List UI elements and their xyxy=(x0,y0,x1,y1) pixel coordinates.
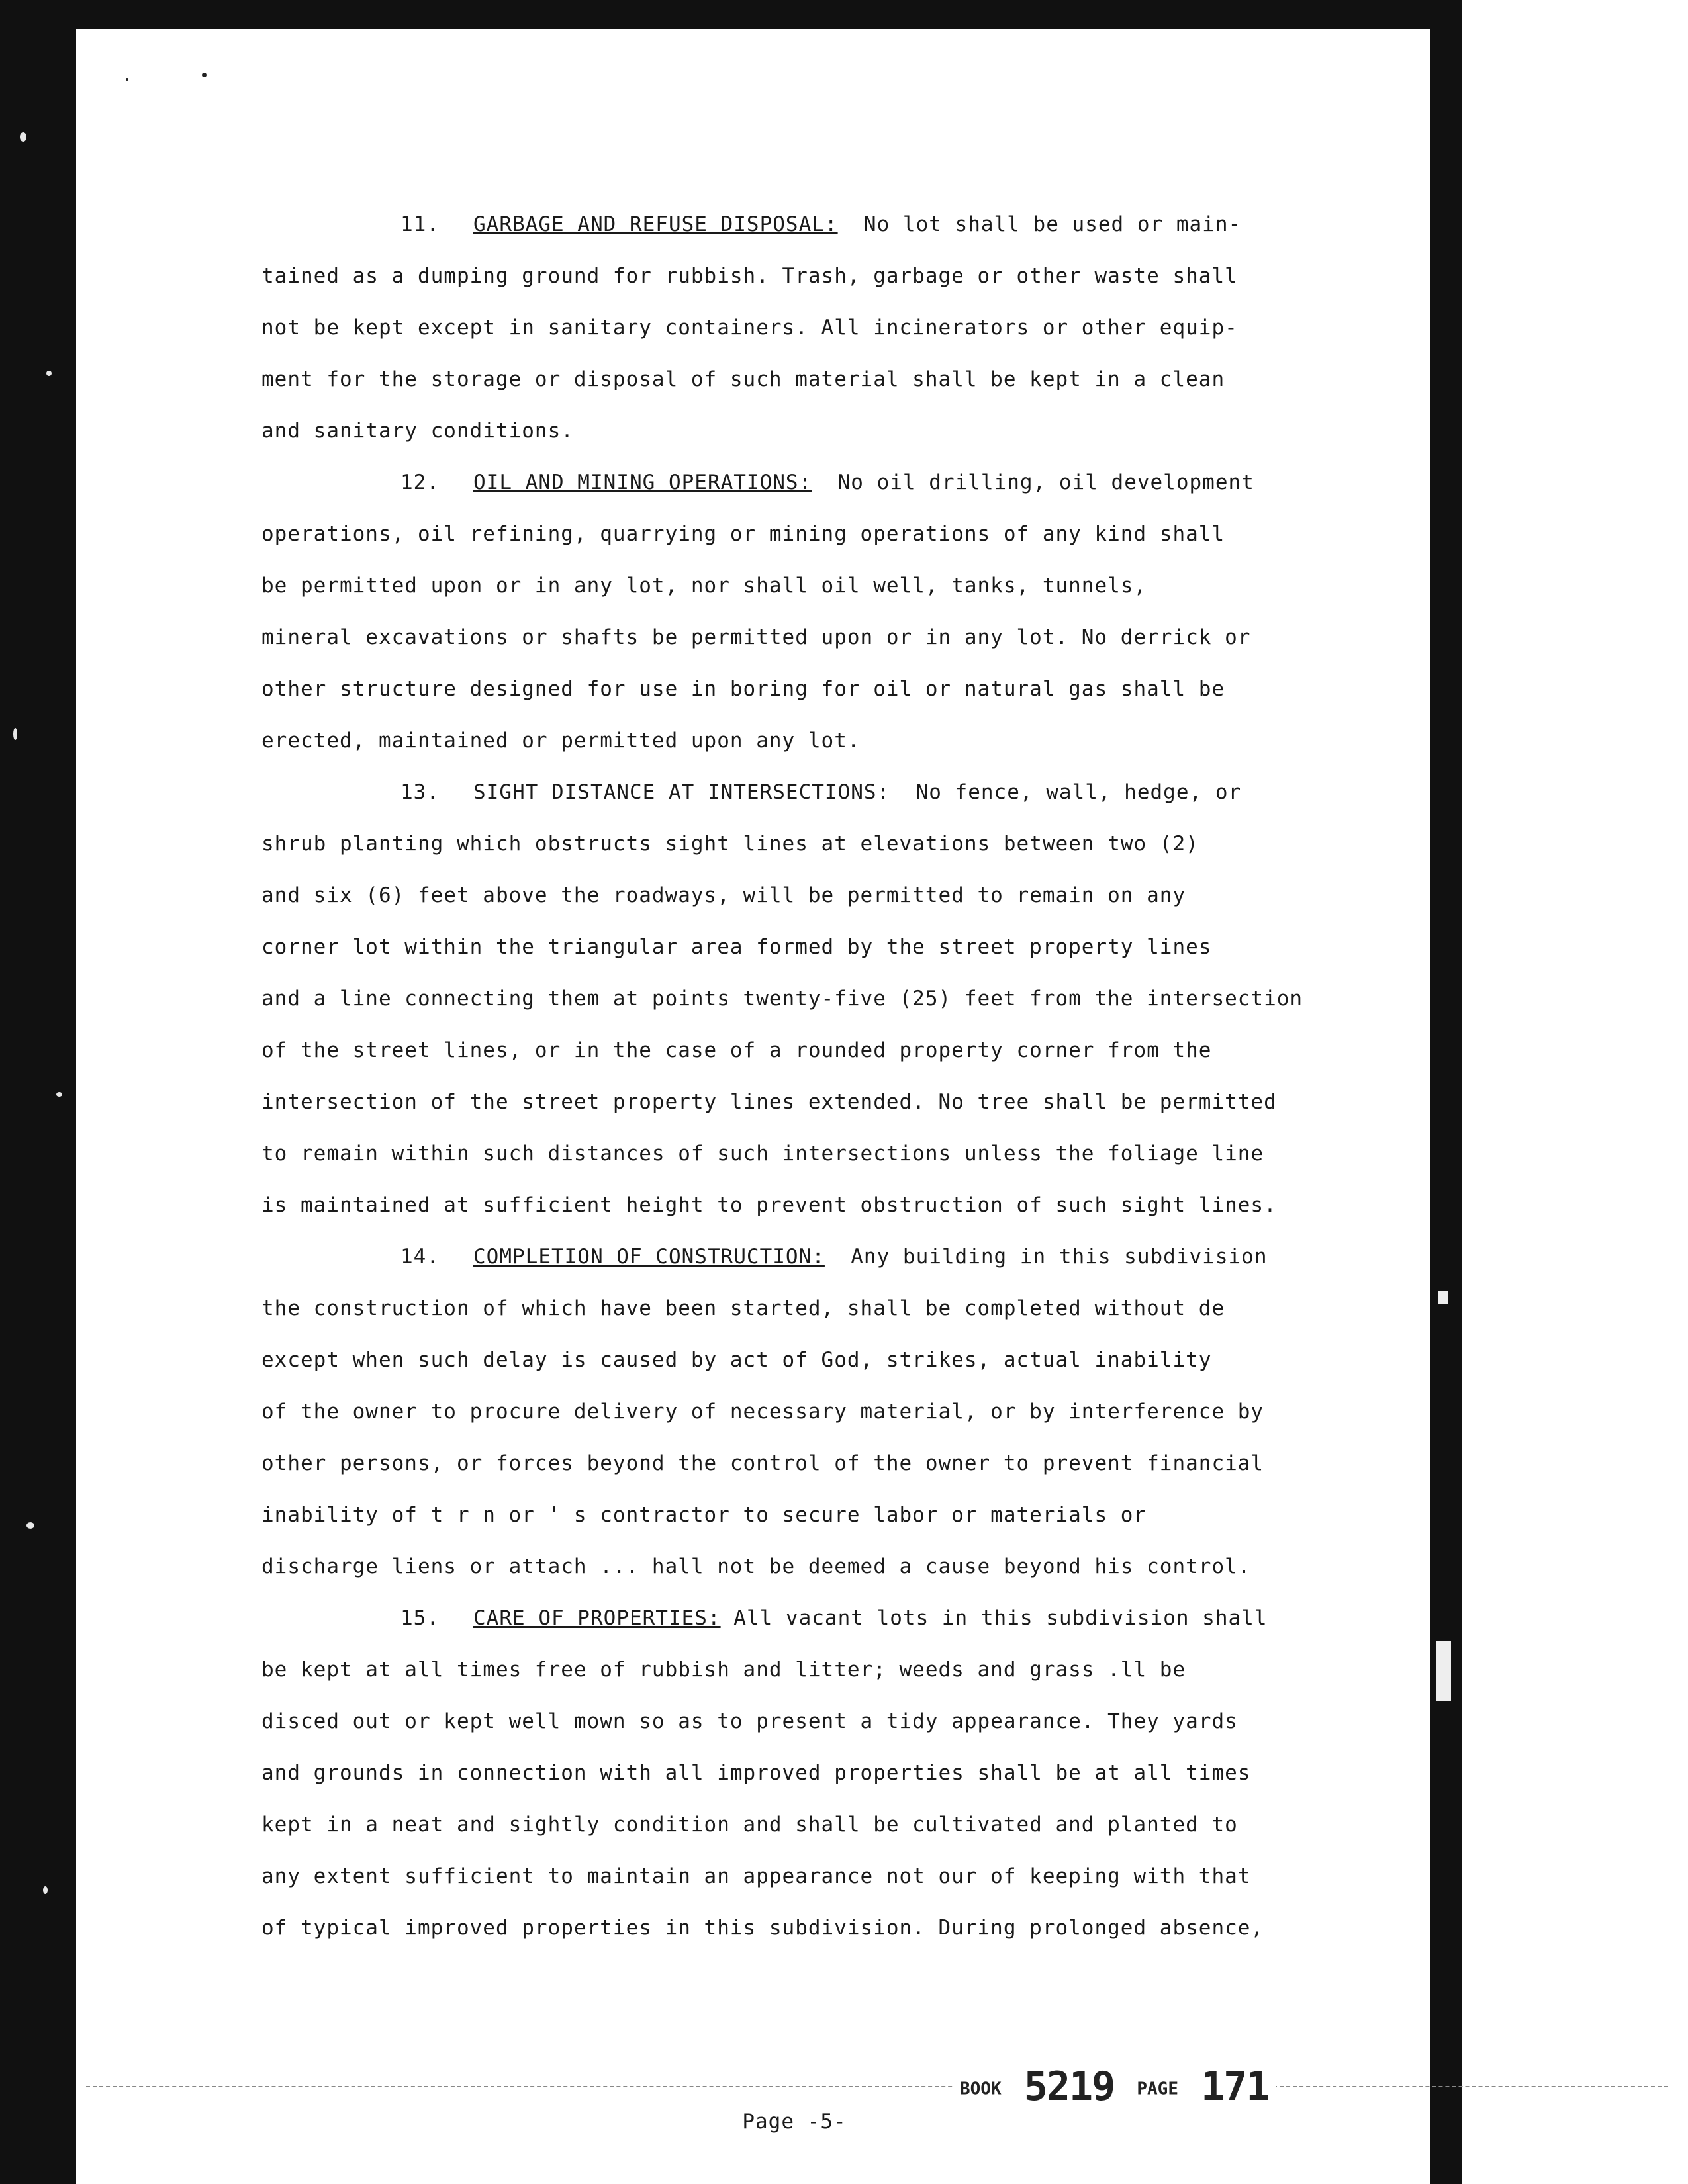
section-12 xyxy=(261,457,1321,766)
scan-border-left xyxy=(0,0,76,2184)
text-line: except when such delay is caused by act of God, strikes, actual inability xyxy=(261,1348,1212,1372)
text-line: erected, maintained or permitted upon any lot. xyxy=(261,729,861,752)
section-text: All vacant lots in this subdivision shall xyxy=(733,1606,1268,1630)
text-line: and grounds in connection with all improved properties shall be at all times xyxy=(261,1761,1251,1785)
text-line: of the street lines, or in the case of a rounded property corner from the xyxy=(261,1038,1212,1062)
text-line: and six (6) feet above the roadways, will be permitted to remain on any xyxy=(261,884,1186,907)
section-heading: GARBAGE AND REFUSE DISPOSAL: xyxy=(473,212,838,236)
scan-border-right xyxy=(1430,0,1462,2184)
text-line: the construction of which have been started, shall be completed without de xyxy=(261,1297,1225,1320)
page-value: 171 xyxy=(1201,2064,1269,2110)
section-heading: COMPLETION OF CONSTRUCTION: xyxy=(473,1245,825,1269)
text-line: of typical improved properties in this subdivision. During prolonged absence, xyxy=(261,1916,1264,1940)
section-number: 12. xyxy=(400,471,440,494)
text-line: be permitted upon or in any lot, nor shall oil well, tanks, tunnels, xyxy=(261,574,1147,598)
section-heading: SIGHT DISTANCE AT INTERSECTIONS: xyxy=(473,780,890,804)
section-text: No fence, wall, hedge, or xyxy=(915,780,1242,804)
text-line: be kept at all times free of rubbish and litter; weeds and grass .ll be xyxy=(261,1658,1186,1682)
page-number: Page -5- xyxy=(742,2110,847,2134)
section-number: 11. xyxy=(400,212,440,236)
document-body xyxy=(261,199,1321,1954)
text-line: other structure designed for use in boring for oil or natural gas shall be xyxy=(261,677,1225,701)
text-line: of the owner to procure delivery of necessary material, or by interference by xyxy=(261,1400,1264,1424)
text-line: mineral excavations or shafts be permitted upon or in any lot. No derrick or xyxy=(261,625,1251,649)
text-line: inability of t r n or ' s contractor to secure labor or materials or xyxy=(261,1503,1147,1527)
section-first-line xyxy=(261,199,1321,250)
section-15 xyxy=(261,1592,1321,1954)
section-number: 15. xyxy=(400,1606,440,1630)
section-first-line xyxy=(261,1231,1321,1283)
section-13 xyxy=(261,766,1321,1231)
book-label: BOOK xyxy=(960,2079,1002,2099)
text-line: discharge liens or attach ... hall not be deemed a cause beyond his control. xyxy=(261,1555,1251,1578)
section-heading: CARE OF PROPERTIES: xyxy=(473,1606,721,1630)
text-line: to remain within such distances of such intersections unless the foliage line xyxy=(261,1142,1264,1165)
scan-border-top xyxy=(76,0,1433,29)
text-line: tained as a dumping ground for rubbish. Trash, garbage or other waste shall xyxy=(261,264,1238,288)
section-first-line xyxy=(261,766,1321,818)
section-number: 13. xyxy=(400,780,440,804)
text-line: operations, oil refining, quarrying or mining operations of any kind shall xyxy=(261,522,1225,546)
scan-speck xyxy=(202,73,207,77)
scan-speck xyxy=(126,78,128,81)
text-line: corner lot within the triangular area formed by the street property lines xyxy=(261,935,1212,959)
text-line: other persons, or forces beyond the control of the owner to prevent financial xyxy=(261,1451,1264,1475)
footer-divider xyxy=(86,2086,1668,2087)
section-heading: OIL AND MINING OPERATIONS: xyxy=(473,471,812,494)
text-line: ment for the storage or disposal of such material shall be kept in a clean xyxy=(261,367,1225,391)
text-line: is maintained at sufficient height to prevent obstruction of such sight lines. xyxy=(261,1193,1277,1217)
section-first-line xyxy=(261,1592,1321,1644)
section-11 xyxy=(261,199,1321,457)
book-number: 5219 xyxy=(1023,2064,1115,2110)
text-line: not be kept except in sanitary containers. All incinerators or other equip- xyxy=(261,316,1238,340)
text-line: shrub planting which obstructs sight lines at elevations between two (2) xyxy=(261,832,1199,856)
book-page-stamp xyxy=(953,2064,1276,2110)
section-text: Any building in this subdivision xyxy=(851,1245,1268,1269)
page-label: PAGE xyxy=(1137,2079,1178,2099)
section-number: 14. xyxy=(400,1245,440,1269)
section-first-line xyxy=(261,457,1321,508)
text-line: any extent sufficient to maintain an appearance not our of keeping with that xyxy=(261,1864,1251,1888)
text-line: and a line connecting them at points twenty-five (25) feet from the intersection xyxy=(261,987,1303,1011)
text-line: kept in a neat and sightly condition and shall be cultivated and planted to xyxy=(261,1813,1238,1837)
text-line: and sanitary conditions. xyxy=(261,419,574,443)
text-line: intersection of the street property lines extended. No tree shall be permitted xyxy=(261,1090,1277,1114)
section-14 xyxy=(261,1231,1321,1592)
section-text: No lot shall be used or main- xyxy=(863,212,1242,236)
section-text: No oil drilling, oil development xyxy=(837,471,1254,494)
text-line: disced out or kept well mown so as to present a tidy appearance. They yards xyxy=(261,1709,1238,1733)
